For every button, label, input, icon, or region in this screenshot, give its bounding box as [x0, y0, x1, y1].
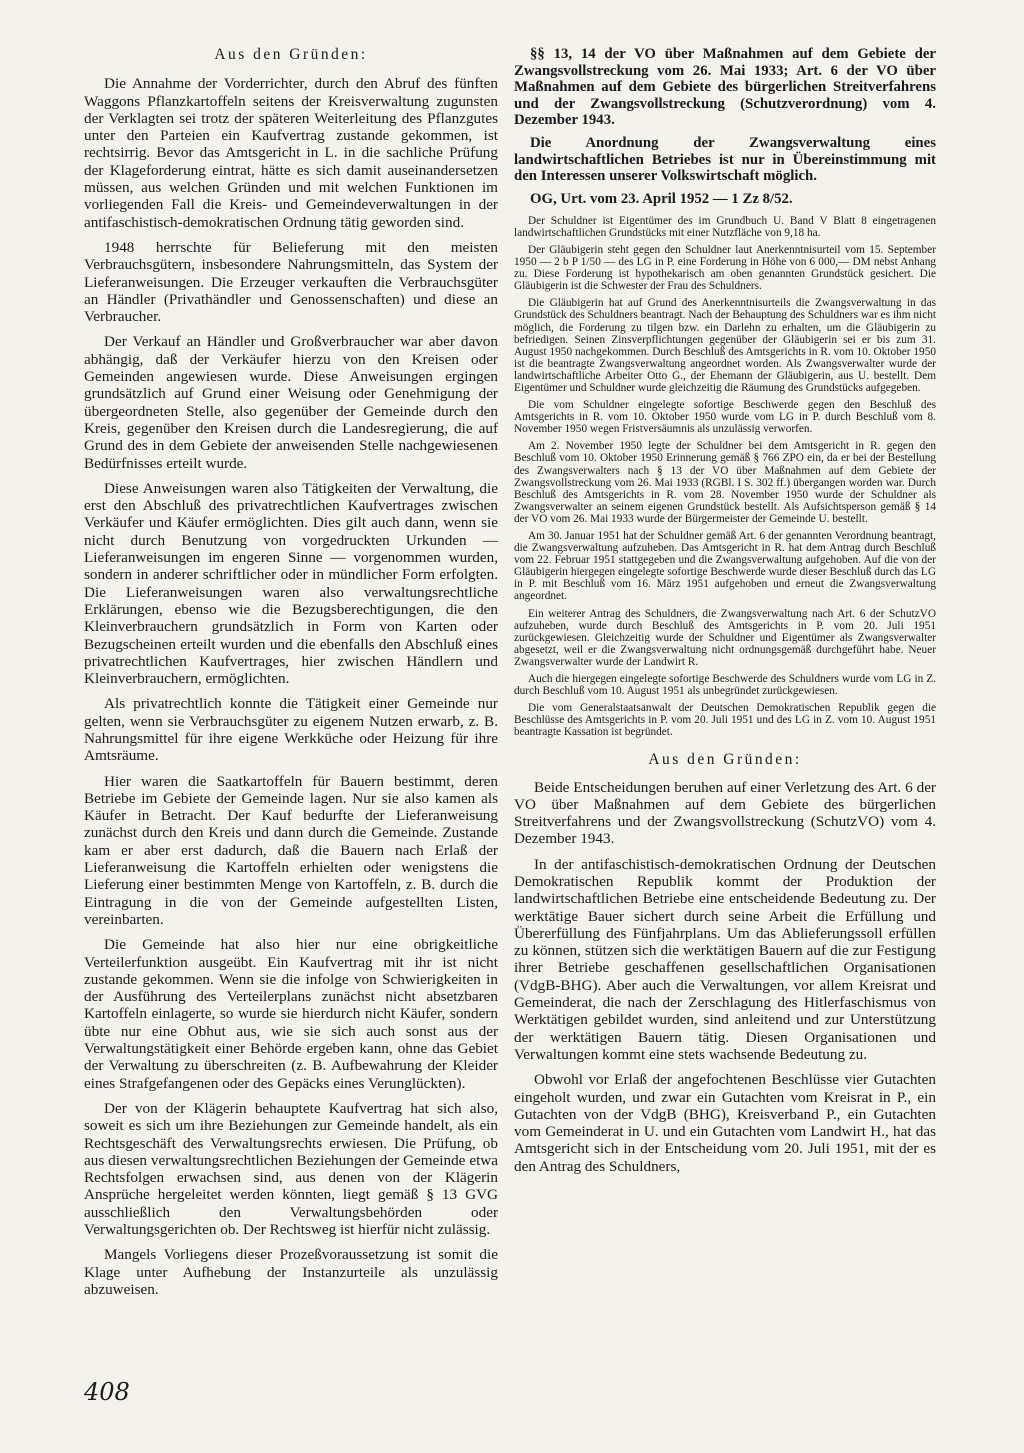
headnote: Die Anordnung der Zwangsverwaltung eines landwirtschaftlichen Betriebes ist nur in Übereinstimmung mit den Interessen unserer Volkswirtschaft möglich.: [514, 134, 936, 185]
paragraph: Obwohl vor Erlaß der angefochtenen Beschlüsse vier Gutachten eingeholt wurden, und zwar ein Gutachten vom Kreisrat in P., ein Gutachten von der VdgB (BHG), Kreisverband P., ein Gutachten vom Gemeinderat in U. und ein Gutachten vom Landwirt H., hat das Amtsgericht sich in der Entscheidung vom 20. Juli 1951, mit der es den Antrag des Schuldners,: [514, 1071, 936, 1175]
paragraph: Hier waren die Saatkartoffeln für Bauern bestimmt, deren Betriebe im Gebiete der Gemeinde lagen. Nur sie also kamen als Käufer in Betracht. Der Kauf bedurfte der Lieferanweisung zunächst durch den Kreis und dann durch die Gemeinde. Zustande kam er aber erst dadurch, daß die Bauern nach Erlaß der Lieferanweisung die Kartoffeln erhielten oder wenigstens die Lieferung einer bestimmten Menge von Kartoffeln, z. B. durch die Eintragung in die von der Gemeinde aufgestellten Listen, vereinbarten.: [84, 772, 498, 928]
paragraph: 1948 herrschte für Belieferung mit den meisten Verbrauchsgütern, insbesondere Nahrungsmitteln, das System der Lieferanweisungen. Die Erzeuger verkauften die Verbrauchsgüter an Händler (Privathändler und Genossenschaften) und diese an Verbraucher.: [84, 238, 498, 326]
paragraph: Der Verkauf an Händler und Großverbraucher war aber davon abhängig, daß der Verkäufer hierzu von den Kreisen oder Gemeinden angewiesen wurde. Diese Anweisungen ergingen grundsätzlich auf Grund einer Weisung oder Genehmigung der übergeordneten Stelle, also gegenüber der Gemeinde durch den Kreis, gegenüber den Kreisen durch die Landesregierung, die auf Grund des in dem Gebiete der anweisenden Stelle nachgewiesenen Bedürfnisses erteilt wurde.: [84, 333, 498, 472]
paragraph: In der antifaschistisch-demokratischen Ordnung der Deutschen Demokratischen Republik kommt der Produktion der landwirtschaftlichen Betriebe eine entscheidende Bedeutung zu. Der werktätige Bauer sichert durch seine Arbeit die Erfüllung und Übererfüllung des Fünfjahrplans. Um das Ablieferungssoll erfüllen zu können, stützen sich die werktätigen Bauern auf die zur Festigung ihrer Betriebe geschaffenen gesellschaftlichen Organisationen (VdgB-BHG). Aber auch die Verwaltungen, vor allem Kreisrat und Gemeinderat, die nach der Zerschlagung des Hitlerfaschismus von Werktätigen gebildet wurden, sind anleitend und zur Unterstützung der werktätigen Bauern tätig. Diesen Organisationen und Verwaltungen kommt eine stets wachsende Bedeutung zu.: [514, 855, 936, 1063]
paragraph: Diese Anweisungen waren also Tätigkeiten der Verwaltung, die erst den Abschluß des privatrechtlichen Kaufvertrages zwischen Verkäufer und Käufer ermöglichten. Dies gilt auch dann, wenn sie nicht durch Benutzung von vorgedruckten Urkunden — Lieferanweisungen im engeren Sinne — vorgenommen wurden, sondern in anderer schriftlicher oder in mündlicher Form erfolgten. Die Lieferanweisungen waren also verwaltungsrechtliche Erklärungen, ebenso wie die Bezugsberechtigungen, die den Kleinverbrauchern grundsätzlich in Form von Karten oder Bezugscheinen erteilt wurden und die ebenfalls den Abschluß eines privatrechtlichen Kaufvertrages, hier zwischen Händlern und Kleinverbrauchern, ermöglichten.: [84, 479, 498, 688]
facts-paragraph: Auch die hiergegen eingelegte sofortige Beschwerde des Schuldners wurde vom LG in Z. durch Beschluß vom 10. August 1951 als unbegründet zurückgewiesen.: [514, 673, 936, 698]
paragraph: Beide Entscheidungen beruhen auf einer Verletzung des Art. 6 der VO über Maßnahmen auf dem Gebiete des bürgerlichen Streitverfahrens und der Zwangsvollstreckung (SchutzVO) vom 4. Dezember 1943.: [514, 778, 936, 848]
facts-paragraph: Der Gläubigerin steht gegen den Schuldner laut Anerkenntnisurteil vom 15. September 1950 — 2 b P 1/50 — des LG in P. eine Forderung in Höhe von 6 000,— DM nebst Anhang zu. Diese Forderung ist hypothekarisch am oben genannten Grundstück gesichert. Die Gläubigerin ist die Schwester der Frau des Schuldners.: [514, 243, 936, 293]
paragraph: Die Annahme der Vorderrichter, durch den Abruf des fünften Waggons Pflanzkartoffeln seitens der Kreisverwaltung zugunsten der Verklagten sei trotz der späteren Weiterleitung des Pflanzgutes unter den Parteien ein Kaufvertrag zustande gekommen, ist rechtsirrig. Bevor das Amtsgericht in L. in die sachliche Prüfung der Klageforderung eintrat, hätte es sich damit auseinandersetzen müssen, aus welchen Gründen und mit welchen Funktionen im vorliegenden Fall die Kreis- und Gemeindeverwaltungen in der antifaschistisch-demokratischen Ordnung tätig geworden sind.: [84, 75, 498, 231]
page-number: 408: [84, 1378, 130, 1406]
paragraph: Mangels Vorliegens dieser Prozeßvoraussetzung ist somit die Klage unter Aufhebung der Instanzurteile als unzulässig abzuweisen.: [84, 1246, 498, 1298]
paragraph: Als privatrechtlich konnte die Tätigkeit einer Gemeinde nur gelten, wenn sie Verbrauchsgüter zu eigenem Nutzen erwarb, z. B. Nahrungsmittel für ihre eigene Werkküche oder Heizung für ihre Amtsräume.: [84, 695, 498, 765]
facts-paragraph: Der Schuldner ist Eigentümer des im Grundbuch U. Band V Blatt 8 eingetragenen landwirtschaftlichen Grundstücks mit einer Nutzfläche von 9,18 ha.: [514, 214, 936, 239]
facts-paragraph: Am 2. November 1950 legte der Schuldner bei dem Amtsgericht in R. gegen den Beschluß vom 10. Oktober 1950 Erinnerung gemäß § 766 ZPO ein, da er bei der Bestellung des Zwangsverwalters nach § 13 der VO über Maßnahmen auf dem Gebiete der Zwangsvollstreckung vom 26. Mai 1933 (RGBl. I S. 302 ff.) übergangen worden war. Durch Beschluß des Amtsgerichts in R. vom 28. November 1950 wurde der Schuldner als Zwangsverwalter an seinem eigenen Grundstück bestellt. Als Aufsichtsperson gemäß § 14 der VO vom 26. Mai 1933 wurde der Bürgermeister der Gemeinde U. bestellt.: [514, 440, 936, 525]
left-column: [84, 46, 498, 1306]
facts-paragraph: Am 30. Januar 1951 hat der Schuldner gemäß Art. 6 der genannten Verordnung beantragt, die Zwangsverwaltung aufzuheben. Das Amtsgericht in R. hat dem Antrag durch Beschluß vom 22. Februar 1951 stattgegeben und die Zwangsverwaltung aufgehoben. Auf die von der Gläubigerin hiergegen eingelegte sofortige Beschwerde wurde dieser Beschluß durch das LG in P. mit Beschluß vom 16. März 1951 aufgehoben und erneut die Zwangsverwaltung angeordnet.: [514, 530, 936, 603]
facts-paragraph: Ein weiterer Antrag des Schuldners, die Zwangsverwaltung nach Art. 6 der SchutzVO aufzuheben, wurde durch Beschluß des Amtsgerichts in P. vom 20. Juli 1951 zurückgewiesen. Gleichzeitig wurde der Schuldner und Eigentümer als Zwangsverwalter abgesetzt, weil er die Zwangsverwaltung nicht ordnungsgemäß durchgeführt habe. Neuer Zwangsverwalter wurde der Landwirt R.: [514, 607, 936, 668]
statute-caption: §§ 13, 14 der VO über Maßnahmen auf dem Gebiete der Zwangsvollstreckung vom 26. Mai 1933; Art. 6 der VO über Maßnahmen auf dem Gebiete des bürgerlichen Streitverfahrens und der Zwangsvollstreckung (Schutzverordnung) vom 4. Dezember 1943.: [514, 46, 936, 129]
court-citation: OG, Urt. vom 23. April 1952 — 1 Zz 8/52.: [530, 190, 793, 207]
right-column: [514, 46, 936, 1183]
facts-paragraph: Die Gläubigerin hat auf Grund des Anerkenntnisurteils die Zwangsverwaltung in das Grundstück des Schuldners beantragt. Nach der Behauptung des Schuldners war es ihm nicht möglich, die Forderung zu tilgen bzw. ein Darlehn zu erhalten, um die Gläubigerin zu befriedigen. Seinen Zinsverpflichtungen gegenüber der Gläubigerin sei er bis zum 31. August 1950 nachgekommen. Durch Beschluß des Amtsgerichts in R. vom 10. Oktober 1950 ist die beantragte Zwangsverwaltung angeordnet worden. Als Zwangsverwalter wurde der landwirtschaftliche Arbeiter Otto G., der Ehemann der Gläubigerin, aus U. bestellt. Dem Eigentümer und Schuldner wurde gleichzeitig die Räumung des Grundstücks aufgegeben.: [514, 297, 936, 394]
section-heading: Aus den Gründen:: [648, 750, 802, 768]
paragraph: Der von der Klägerin behauptete Kaufvertrag hat sich also, soweit es sich um ihre Beziehungen zur Gemeinde handelt, als ein Rechtsgeschäft des Verwaltungsrechts erwiesen. Die Prüfung, ob aus diesen verwaltungsrechtlichen Beziehungen der Gemeinde etwa Rechtsfolgen erwachsen sind, aus denen von der Klägerin Ansprüche hergeleitet werden könnten, liegt gemäß § 13 GVG ausschließlich den Verwaltungsbehörden oder Verwaltungsgerichten ob. Der Rechtsweg ist hierfür nicht zulässig.: [84, 1099, 498, 1238]
facts-paragraph: Die vom Generalstaatsanwalt der Deutschen Demokratischen Republik gegen die Beschlüsse des Amtsgerichts in P. vom 20. Juli 1951 und des LG in Z. vom 10. August 1951 beantragte Kassation ist begründet.: [514, 702, 936, 739]
paragraph: Die Gemeinde hat also hier nur eine obrigkeitliche Verteilerfunktion ausgeübt. Ein Kaufvertrag mit ihr ist nicht zustande gekommen. Wenn sie die infolge von Schwierigkeiten in der Ausführung des Verteilerplans zunächst nicht absetzbaren Kartoffeln einlagerte, so wurde sie hierdurch nicht Käufer, sondern übte nur eine Obhut aus, wie sie sich auch sonst aus der Verwaltungstätigkeit einer Behörde ergeben kann, ohne das Gebiet der Verwaltung zu überschreiten (z. B. Aufbewahrung der Kleider eines Strafgefangenen oder des Gepäcks eines Verunglückten).: [84, 936, 498, 1092]
section-heading: Aus den Gründen:: [214, 46, 368, 63]
facts-paragraph: Die vom Schuldner eingelegte sofortige Beschwerde gegen den Beschluß des Amtsgerichts in R. vom 10. Oktober 1950 wurde vom LG in P. durch Beschluß vom 8. November 1950 wegen Fristversäumnis als unzulässig verworfen.: [514, 399, 936, 436]
